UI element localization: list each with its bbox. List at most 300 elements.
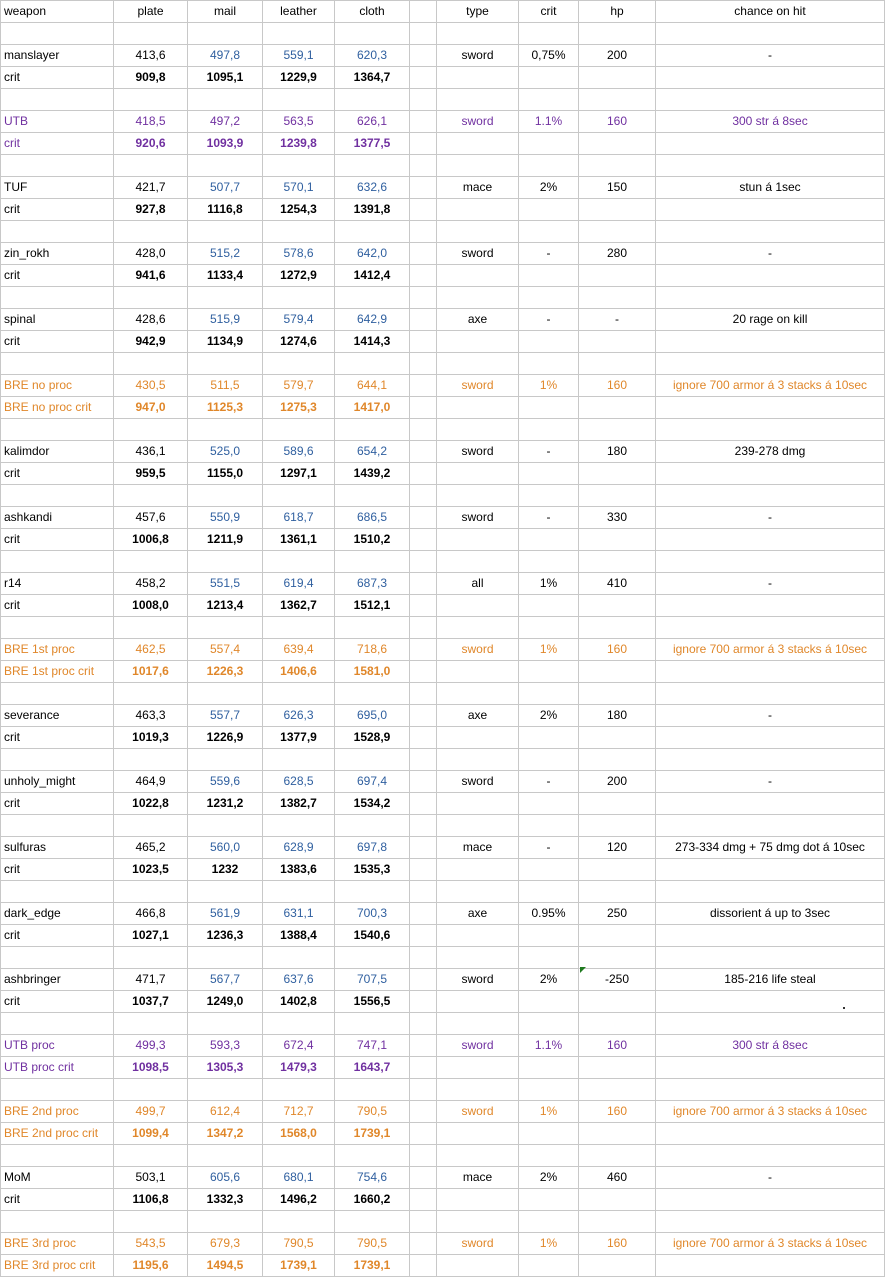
hp-cell[interactable]: 180 xyxy=(579,705,656,727)
empty-cell[interactable] xyxy=(519,67,579,89)
empty-cell[interactable] xyxy=(656,793,885,815)
cloth-value-cell[interactable]: 654,2 xyxy=(335,441,410,463)
empty-cell[interactable] xyxy=(410,705,437,727)
crit-label-cell[interactable]: BRE no proc crit xyxy=(1,397,114,419)
chance-on-hit-cell[interactable]: 300 str á 8sec xyxy=(656,111,885,133)
type-cell[interactable]: axe xyxy=(437,903,519,925)
empty-cell[interactable] xyxy=(410,155,437,177)
empty-cell[interactable] xyxy=(263,89,335,111)
empty-cell[interactable] xyxy=(437,133,519,155)
empty-cell[interactable] xyxy=(263,1013,335,1035)
crit-plate-value-cell[interactable]: 920,6 xyxy=(114,133,188,155)
weapon-name-cell[interactable]: severance xyxy=(1,705,114,727)
empty-cell[interactable] xyxy=(114,155,188,177)
crit-leather-value-cell[interactable]: 1229,9 xyxy=(263,67,335,89)
plate-value-cell[interactable]: 471,7 xyxy=(114,969,188,991)
chance-on-hit-cell[interactable]: - xyxy=(656,573,885,595)
hp-cell[interactable]: - xyxy=(579,309,656,331)
crit-leather-value-cell[interactable]: 1382,7 xyxy=(263,793,335,815)
empty-cell[interactable] xyxy=(263,815,335,837)
crit-chance-cell[interactable]: 1.1% xyxy=(519,111,579,133)
empty-cell[interactable] xyxy=(656,485,885,507)
empty-cell[interactable] xyxy=(410,1255,437,1277)
empty-cell[interactable] xyxy=(410,397,437,419)
empty-cell[interactable] xyxy=(410,133,437,155)
empty-cell[interactable] xyxy=(410,463,437,485)
type-cell[interactable]: sword xyxy=(437,639,519,661)
empty-cell[interactable] xyxy=(519,1013,579,1035)
header-cloth[interactable]: cloth xyxy=(335,1,410,23)
empty-cell[interactable] xyxy=(1,89,114,111)
empty-cell[interactable] xyxy=(188,353,263,375)
empty-cell[interactable] xyxy=(1,23,114,45)
cloth-value-cell[interactable]: 620,3 xyxy=(335,45,410,67)
header-mail[interactable]: mail xyxy=(188,1,263,23)
crit-plate-value-cell[interactable]: 941,6 xyxy=(114,265,188,287)
empty-cell[interactable] xyxy=(519,1123,579,1145)
leather-value-cell[interactable]: 628,5 xyxy=(263,771,335,793)
empty-cell[interactable] xyxy=(410,837,437,859)
crit-mail-value-cell[interactable]: 1332,3 xyxy=(188,1189,263,1211)
empty-cell[interactable] xyxy=(410,331,437,353)
hp-cell[interactable]: 330 xyxy=(579,507,656,529)
leather-value-cell[interactable]: 618,7 xyxy=(263,507,335,529)
empty-cell[interactable] xyxy=(579,463,656,485)
empty-cell[interactable] xyxy=(263,485,335,507)
empty-cell[interactable] xyxy=(188,1145,263,1167)
crit-mail-value-cell[interactable]: 1347,2 xyxy=(188,1123,263,1145)
crit-cloth-value-cell[interactable]: 1660,2 xyxy=(335,1189,410,1211)
weapon-name-cell[interactable]: kalimdor xyxy=(1,441,114,463)
empty-cell[interactable] xyxy=(437,1079,519,1101)
empty-cell[interactable] xyxy=(335,881,410,903)
hp-cell[interactable]: -250 xyxy=(579,969,656,991)
empty-cell[interactable] xyxy=(114,947,188,969)
empty-cell[interactable] xyxy=(656,23,885,45)
empty-cell[interactable] xyxy=(437,265,519,287)
crit-cloth-value-cell[interactable]: 1377,5 xyxy=(335,133,410,155)
empty-cell[interactable] xyxy=(656,947,885,969)
leather-value-cell[interactable]: 672,4 xyxy=(263,1035,335,1057)
mail-value-cell[interactable]: 507,7 xyxy=(188,177,263,199)
empty-cell[interactable] xyxy=(114,551,188,573)
plate-value-cell[interactable]: 503,1 xyxy=(114,1167,188,1189)
empty-cell[interactable] xyxy=(579,793,656,815)
mail-value-cell[interactable]: 561,9 xyxy=(188,903,263,925)
plate-value-cell[interactable]: 428,0 xyxy=(114,243,188,265)
mail-value-cell[interactable]: 612,4 xyxy=(188,1101,263,1123)
header-plate[interactable]: plate xyxy=(114,1,188,23)
chance-on-hit-cell[interactable]: - xyxy=(656,507,885,529)
crit-leather-value-cell[interactable]: 1739,1 xyxy=(263,1255,335,1277)
empty-cell[interactable] xyxy=(114,683,188,705)
header-hp[interactable]: hp xyxy=(579,1,656,23)
crit-mail-value-cell[interactable]: 1133,4 xyxy=(188,265,263,287)
plate-value-cell[interactable]: 462,5 xyxy=(114,639,188,661)
crit-leather-value-cell[interactable]: 1377,9 xyxy=(263,727,335,749)
chance-on-hit-cell[interactable]: ignore 700 armor á 3 stacks á 10sec xyxy=(656,1101,885,1123)
crit-mail-value-cell[interactable]: 1213,4 xyxy=(188,595,263,617)
type-cell[interactable]: sword xyxy=(437,771,519,793)
weapon-name-cell[interactable]: TUF xyxy=(1,177,114,199)
empty-cell[interactable] xyxy=(437,353,519,375)
empty-cell[interactable] xyxy=(188,683,263,705)
empty-cell[interactable] xyxy=(410,925,437,947)
hp-cell[interactable]: 410 xyxy=(579,573,656,595)
empty-cell[interactable] xyxy=(579,1013,656,1035)
empty-cell[interactable] xyxy=(579,155,656,177)
empty-cell[interactable] xyxy=(519,419,579,441)
empty-cell[interactable] xyxy=(519,529,579,551)
crit-leather-value-cell[interactable]: 1254,3 xyxy=(263,199,335,221)
crit-cloth-value-cell[interactable]: 1535,3 xyxy=(335,859,410,881)
empty-cell[interactable] xyxy=(656,727,885,749)
empty-cell[interactable] xyxy=(114,419,188,441)
empty-cell[interactable] xyxy=(410,1035,437,1057)
chance-on-hit-cell[interactable]: 185-216 life steal xyxy=(656,969,885,991)
plate-value-cell[interactable]: 430,5 xyxy=(114,375,188,397)
crit-label-cell[interactable]: crit xyxy=(1,265,114,287)
weapon-name-cell[interactable]: spinal xyxy=(1,309,114,331)
crit-chance-cell[interactable]: 1% xyxy=(519,573,579,595)
header-crit[interactable]: crit xyxy=(519,1,579,23)
crit-leather-value-cell[interactable]: 1496,2 xyxy=(263,1189,335,1211)
crit-leather-value-cell[interactable]: 1239,8 xyxy=(263,133,335,155)
empty-cell[interactable] xyxy=(410,45,437,67)
empty-cell[interactable] xyxy=(437,859,519,881)
empty-cell[interactable] xyxy=(519,727,579,749)
crit-plate-value-cell[interactable]: 1022,8 xyxy=(114,793,188,815)
crit-chance-cell[interactable]: 0.95% xyxy=(519,903,579,925)
plate-value-cell[interactable]: 465,2 xyxy=(114,837,188,859)
empty-cell[interactable] xyxy=(519,617,579,639)
crit-cloth-value-cell[interactable]: 1510,2 xyxy=(335,529,410,551)
weapon-name-cell[interactable]: dark_edge xyxy=(1,903,114,925)
empty-cell[interactable] xyxy=(519,353,579,375)
crit-label-cell[interactable]: crit xyxy=(1,1189,114,1211)
empty-cell[interactable] xyxy=(437,749,519,771)
empty-cell[interactable] xyxy=(437,925,519,947)
empty-cell[interactable] xyxy=(437,485,519,507)
empty-cell[interactable] xyxy=(579,1189,656,1211)
leather-value-cell[interactable]: 637,6 xyxy=(263,969,335,991)
weapon-name-cell[interactable]: UTB xyxy=(1,111,114,133)
empty-cell[interactable] xyxy=(656,991,885,1013)
chance-on-hit-cell[interactable]: dissorient á up to 3sec xyxy=(656,903,885,925)
crit-mail-value-cell[interactable]: 1236,3 xyxy=(188,925,263,947)
type-cell[interactable]: sword xyxy=(437,1101,519,1123)
weapon-name-cell[interactable]: BRE 1st proc xyxy=(1,639,114,661)
empty-cell[interactable] xyxy=(437,1211,519,1233)
empty-cell[interactable] xyxy=(519,1145,579,1167)
empty-cell[interactable] xyxy=(579,1057,656,1079)
empty-cell[interactable] xyxy=(188,947,263,969)
empty-cell[interactable] xyxy=(188,419,263,441)
empty-cell[interactable] xyxy=(579,133,656,155)
empty-cell[interactable] xyxy=(656,89,885,111)
leather-value-cell[interactable]: 579,7 xyxy=(263,375,335,397)
empty-cell[interactable] xyxy=(410,771,437,793)
crit-cloth-value-cell[interactable]: 1391,8 xyxy=(335,199,410,221)
empty-cell[interactable] xyxy=(519,683,579,705)
weapon-name-cell[interactable]: MoM xyxy=(1,1167,114,1189)
crit-leather-value-cell[interactable]: 1383,6 xyxy=(263,859,335,881)
type-cell[interactable]: sword xyxy=(437,1233,519,1255)
empty-cell[interactable] xyxy=(656,815,885,837)
empty-cell[interactable] xyxy=(519,155,579,177)
empty-cell[interactable] xyxy=(437,991,519,1013)
crit-leather-value-cell[interactable]: 1275,3 xyxy=(263,397,335,419)
empty-cell[interactable] xyxy=(1,749,114,771)
type-cell[interactable]: sword xyxy=(437,1035,519,1057)
crit-leather-value-cell[interactable]: 1297,1 xyxy=(263,463,335,485)
empty-cell[interactable] xyxy=(519,859,579,881)
crit-cloth-value-cell[interactable]: 1512,1 xyxy=(335,595,410,617)
empty-cell[interactable] xyxy=(519,661,579,683)
empty-cell[interactable] xyxy=(1,947,114,969)
empty-cell[interactable] xyxy=(579,67,656,89)
crit-chance-cell[interactable]: - xyxy=(519,243,579,265)
crit-chance-cell[interactable]: - xyxy=(519,837,579,859)
empty-cell[interactable] xyxy=(579,991,656,1013)
crit-mail-value-cell[interactable]: 1249,0 xyxy=(188,991,263,1013)
empty-cell[interactable] xyxy=(188,287,263,309)
empty-cell[interactable] xyxy=(437,397,519,419)
empty-cell[interactable] xyxy=(410,617,437,639)
empty-cell[interactable] xyxy=(188,221,263,243)
chance-on-hit-cell[interactable]: - xyxy=(656,771,885,793)
chance-on-hit-cell[interactable]: - xyxy=(656,1167,885,1189)
empty-cell[interactable] xyxy=(656,67,885,89)
empty-cell[interactable] xyxy=(519,1211,579,1233)
mail-value-cell[interactable]: 557,4 xyxy=(188,639,263,661)
empty-cell[interactable] xyxy=(114,749,188,771)
cloth-value-cell[interactable]: 642,0 xyxy=(335,243,410,265)
mail-value-cell[interactable]: 679,3 xyxy=(188,1233,263,1255)
empty-cell[interactable] xyxy=(656,749,885,771)
empty-cell[interactable] xyxy=(263,353,335,375)
chance-on-hit-cell[interactable]: - xyxy=(656,243,885,265)
empty-cell[interactable] xyxy=(188,89,263,111)
weapon-name-cell[interactable]: unholy_might xyxy=(1,771,114,793)
crit-cloth-value-cell[interactable]: 1364,7 xyxy=(335,67,410,89)
empty-cell[interactable] xyxy=(335,353,410,375)
type-cell[interactable]: sword xyxy=(437,969,519,991)
plate-value-cell[interactable]: 418,5 xyxy=(114,111,188,133)
mail-value-cell[interactable]: 605,6 xyxy=(188,1167,263,1189)
mail-value-cell[interactable]: 560,0 xyxy=(188,837,263,859)
crit-chance-cell[interactable]: 2% xyxy=(519,1167,579,1189)
empty-cell[interactable] xyxy=(410,287,437,309)
plate-value-cell[interactable]: 457,6 xyxy=(114,507,188,529)
empty-cell[interactable] xyxy=(656,397,885,419)
weapon-name-cell[interactable]: sulfuras xyxy=(1,837,114,859)
hp-cell[interactable]: 280 xyxy=(579,243,656,265)
crit-plate-value-cell[interactable]: 1006,8 xyxy=(114,529,188,551)
empty-cell[interactable] xyxy=(114,89,188,111)
empty-cell[interactable] xyxy=(410,683,437,705)
hp-cell[interactable]: 200 xyxy=(579,771,656,793)
empty-cell[interactable] xyxy=(188,617,263,639)
crit-chance-cell[interactable]: - xyxy=(519,309,579,331)
empty-cell[interactable] xyxy=(410,991,437,1013)
empty-cell[interactable] xyxy=(1,155,114,177)
empty-cell[interactable] xyxy=(410,573,437,595)
empty-cell[interactable] xyxy=(656,287,885,309)
chance-on-hit-cell[interactable]: - xyxy=(656,705,885,727)
empty-cell[interactable] xyxy=(437,419,519,441)
hp-cell[interactable]: 460 xyxy=(579,1167,656,1189)
plate-value-cell[interactable]: 543,5 xyxy=(114,1233,188,1255)
empty-cell[interactable] xyxy=(1,815,114,837)
empty-cell[interactable] xyxy=(1,353,114,375)
empty-cell[interactable] xyxy=(579,947,656,969)
empty-cell[interactable] xyxy=(519,1255,579,1277)
mail-value-cell[interactable]: 497,2 xyxy=(188,111,263,133)
empty-cell[interactable] xyxy=(188,23,263,45)
empty-cell[interactable] xyxy=(437,331,519,353)
empty-cell[interactable] xyxy=(410,727,437,749)
crit-cloth-value-cell[interactable]: 1417,0 xyxy=(335,397,410,419)
plate-value-cell[interactable]: 428,6 xyxy=(114,309,188,331)
empty-cell[interactable] xyxy=(579,353,656,375)
crit-plate-value-cell[interactable]: 959,5 xyxy=(114,463,188,485)
empty-cell[interactable] xyxy=(437,199,519,221)
empty-cell[interactable] xyxy=(410,265,437,287)
mail-value-cell[interactable]: 515,9 xyxy=(188,309,263,331)
empty-cell[interactable] xyxy=(437,67,519,89)
empty-cell[interactable] xyxy=(114,617,188,639)
crit-cloth-value-cell[interactable]: 1412,4 xyxy=(335,265,410,287)
empty-cell[interactable] xyxy=(656,133,885,155)
empty-cell[interactable] xyxy=(1,221,114,243)
crit-label-cell[interactable]: crit xyxy=(1,331,114,353)
chance-on-hit-cell[interactable]: 300 str á 8sec xyxy=(656,1035,885,1057)
plate-value-cell[interactable]: 421,7 xyxy=(114,177,188,199)
empty-cell[interactable] xyxy=(410,551,437,573)
chance-on-hit-cell[interactable]: ignore 700 armor á 3 stacks á 10sec xyxy=(656,375,885,397)
leather-value-cell[interactable]: 578,6 xyxy=(263,243,335,265)
hp-cell[interactable]: 160 xyxy=(579,375,656,397)
empty-cell[interactable] xyxy=(114,1013,188,1035)
empty-cell[interactable] xyxy=(1,485,114,507)
hp-cell[interactable]: 250 xyxy=(579,903,656,925)
empty-cell[interactable] xyxy=(1,881,114,903)
empty-cell[interactable] xyxy=(579,661,656,683)
empty-cell[interactable] xyxy=(656,1123,885,1145)
empty-cell[interactable] xyxy=(410,441,437,463)
hp-cell[interactable]: 160 xyxy=(579,639,656,661)
type-cell[interactable]: sword xyxy=(437,243,519,265)
leather-value-cell[interactable]: 712,7 xyxy=(263,1101,335,1123)
empty-cell[interactable] xyxy=(410,595,437,617)
crit-label-cell[interactable]: BRE 2nd proc crit xyxy=(1,1123,114,1145)
empty-cell[interactable] xyxy=(579,749,656,771)
empty-cell[interactable] xyxy=(263,551,335,573)
empty-cell[interactable] xyxy=(579,881,656,903)
empty-cell[interactable] xyxy=(519,89,579,111)
weapon-name-cell[interactable]: BRE 2nd proc xyxy=(1,1101,114,1123)
empty-cell[interactable] xyxy=(579,331,656,353)
empty-cell[interactable] xyxy=(335,155,410,177)
cloth-value-cell[interactable]: 697,4 xyxy=(335,771,410,793)
crit-chance-cell[interactable]: - xyxy=(519,771,579,793)
empty-cell[interactable] xyxy=(410,111,437,133)
weapon-name-cell[interactable]: ashbringer xyxy=(1,969,114,991)
leather-value-cell[interactable]: 559,1 xyxy=(263,45,335,67)
empty-cell[interactable] xyxy=(437,881,519,903)
crit-leather-value-cell[interactable]: 1272,9 xyxy=(263,265,335,287)
empty-cell[interactable] xyxy=(519,991,579,1013)
empty-cell[interactable] xyxy=(519,331,579,353)
empty-cell[interactable] xyxy=(335,947,410,969)
crit-label-cell[interactable]: crit xyxy=(1,859,114,881)
leather-value-cell[interactable]: 626,3 xyxy=(263,705,335,727)
chance-on-hit-cell[interactable]: 273-334 dmg + 75 dmg dot á 10sec xyxy=(656,837,885,859)
empty-cell[interactable] xyxy=(437,727,519,749)
weapon-name-cell[interactable]: BRE no proc xyxy=(1,375,114,397)
empty-cell[interactable] xyxy=(1,1013,114,1035)
empty-cell[interactable] xyxy=(519,1057,579,1079)
hp-cell[interactable]: 150 xyxy=(579,177,656,199)
crit-chance-cell[interactable]: 1% xyxy=(519,639,579,661)
type-cell[interactable]: sword xyxy=(437,441,519,463)
empty-cell[interactable] xyxy=(579,1211,656,1233)
empty-cell[interactable] xyxy=(437,1145,519,1167)
cloth-value-cell[interactable]: 700,3 xyxy=(335,903,410,925)
empty-cell[interactable] xyxy=(114,815,188,837)
cloth-value-cell[interactable]: 695,0 xyxy=(335,705,410,727)
cloth-value-cell[interactable]: 718,6 xyxy=(335,639,410,661)
chance-on-hit-cell[interactable]: ignore 700 armor á 3 stacks á 10sec xyxy=(656,639,885,661)
crit-plate-value-cell[interactable]: 1037,7 xyxy=(114,991,188,1013)
empty-cell[interactable] xyxy=(656,881,885,903)
empty-cell[interactable] xyxy=(656,859,885,881)
crit-chance-cell[interactable]: 1% xyxy=(519,1233,579,1255)
empty-cell[interactable] xyxy=(263,221,335,243)
plate-value-cell[interactable]: 499,7 xyxy=(114,1101,188,1123)
empty-cell[interactable] xyxy=(410,309,437,331)
crit-plate-value-cell[interactable]: 942,9 xyxy=(114,331,188,353)
empty-cell[interactable] xyxy=(437,287,519,309)
empty-cell[interactable] xyxy=(410,67,437,89)
empty-cell[interactable] xyxy=(579,485,656,507)
crit-cloth-value-cell[interactable]: 1528,9 xyxy=(335,727,410,749)
chance-on-hit-cell[interactable]: - xyxy=(656,45,885,67)
empty-cell[interactable] xyxy=(335,617,410,639)
empty-cell[interactable] xyxy=(188,155,263,177)
crit-plate-value-cell[interactable]: 1098,5 xyxy=(114,1057,188,1079)
empty-cell[interactable] xyxy=(1,551,114,573)
empty-cell[interactable] xyxy=(410,1079,437,1101)
empty-cell[interactable] xyxy=(188,485,263,507)
crit-leather-value-cell[interactable]: 1568,0 xyxy=(263,1123,335,1145)
crit-label-cell[interactable]: UTB proc crit xyxy=(1,1057,114,1079)
empty-cell[interactable] xyxy=(437,1189,519,1211)
crit-chance-cell[interactable]: 2% xyxy=(519,177,579,199)
crit-plate-value-cell[interactable]: 1106,8 xyxy=(114,1189,188,1211)
header-leather[interactable]: leather xyxy=(263,1,335,23)
crit-mail-value-cell[interactable]: 1226,3 xyxy=(188,661,263,683)
empty-cell[interactable] xyxy=(437,1013,519,1035)
empty-cell[interactable] xyxy=(519,199,579,221)
empty-cell[interactable] xyxy=(1,287,114,309)
cloth-value-cell[interactable]: 687,3 xyxy=(335,573,410,595)
empty-cell[interactable] xyxy=(410,507,437,529)
leather-value-cell[interactable]: 639,4 xyxy=(263,639,335,661)
empty-cell[interactable] xyxy=(656,265,885,287)
crit-cloth-value-cell[interactable]: 1643,7 xyxy=(335,1057,410,1079)
